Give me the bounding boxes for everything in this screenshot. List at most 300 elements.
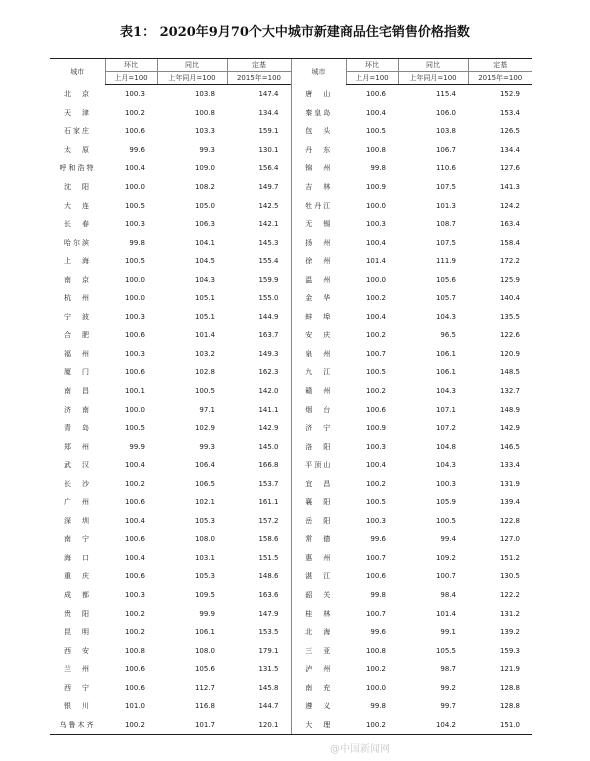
yoy-value: 102.9 xyxy=(194,424,215,433)
city-name: 蚌 埠 xyxy=(291,308,346,327)
city-name: 合 肥 xyxy=(64,331,91,340)
base-value: 124.2 xyxy=(499,201,520,210)
mom-value: 100.3 xyxy=(124,591,145,600)
table-row xyxy=(50,549,532,568)
base-value: 163.7 xyxy=(258,331,279,340)
yoy-value: 98.4 xyxy=(440,591,456,600)
city-name: 西 宁 xyxy=(64,683,91,692)
base-value: 133.4 xyxy=(499,461,520,470)
table-row xyxy=(50,530,532,549)
base-value: 156.4 xyxy=(258,164,279,173)
table-row xyxy=(50,104,532,123)
base-value: 120.1 xyxy=(227,716,291,735)
city-header: 城市 xyxy=(50,59,105,85)
mom-value: 100.2 xyxy=(365,665,386,674)
table-row xyxy=(50,252,532,271)
city-name: 宁 波 xyxy=(64,312,91,321)
base-value: 151.2 xyxy=(499,553,520,562)
table-row xyxy=(50,85,532,104)
table-row xyxy=(50,270,532,289)
yoy-value: 107.2 xyxy=(435,424,456,433)
table-row xyxy=(50,679,532,698)
city-name: 上 海 xyxy=(64,257,91,266)
base-value: 122.6 xyxy=(499,331,520,340)
yoy-value: 103.2 xyxy=(194,349,215,358)
city-name: 扬 州 xyxy=(291,233,346,252)
mom-value: 100.2 xyxy=(365,294,386,303)
city-name: 济 宁 xyxy=(291,419,346,438)
base-value: 159.1 xyxy=(258,127,279,136)
base-value: 166.8 xyxy=(258,461,279,470)
mom-value: 100.3 xyxy=(124,90,145,99)
yoy-value: 112.7 xyxy=(194,683,215,692)
yoy-value: 106.7 xyxy=(435,145,456,154)
city-name: 南 宁 xyxy=(64,535,91,544)
city-name: 三 亚 xyxy=(291,641,346,660)
table-row xyxy=(50,623,532,642)
table-row xyxy=(50,289,532,308)
mom-value: 100.4 xyxy=(365,108,386,117)
mom-value: 100.8 xyxy=(124,646,145,655)
base-value: 152.9 xyxy=(499,90,520,99)
mom-subheader: 上月=100 xyxy=(346,72,398,85)
table-title: 表1： 2020年9月70个大中城市新建商品住宅销售价格指数 xyxy=(120,25,470,40)
yoy-value: 99.1 xyxy=(440,628,456,637)
base-value: 158.6 xyxy=(258,535,279,544)
yoy-value: 106.1 xyxy=(435,349,456,358)
watermark: @中国新闻网 xyxy=(330,744,390,755)
city-name: 天 津 xyxy=(64,108,91,117)
base-value: 157.2 xyxy=(258,516,279,525)
city-name: 济 南 xyxy=(64,405,91,414)
yoy-value: 99.9 xyxy=(199,609,215,618)
city-name: 湛 江 xyxy=(291,567,346,586)
yoy-subheader: 上年同月=100 xyxy=(157,72,227,85)
city-name: 常 德 xyxy=(291,530,346,549)
yoy-value: 99.3 xyxy=(199,145,215,154)
mom-value: 100.9 xyxy=(365,183,386,191)
base-value: 139.4 xyxy=(499,498,520,507)
city-name: 广 州 xyxy=(64,498,91,507)
yoy-value: 106.1 xyxy=(194,628,215,637)
mom-value: 100.4 xyxy=(124,461,145,470)
yoy-value: 105.5 xyxy=(435,646,456,655)
base-value: 135.5 xyxy=(499,312,520,321)
yoy-value: 102.1 xyxy=(194,498,215,507)
mom-value: 100.4 xyxy=(365,312,386,321)
base-value: 121.9 xyxy=(499,665,520,674)
mom-value: 100.4 xyxy=(124,164,145,173)
base-value: 127.0 xyxy=(499,535,520,544)
mom-header: 环比 xyxy=(105,59,157,72)
city-name: 福 州 xyxy=(64,349,91,358)
mom-value: 99.6 xyxy=(129,145,145,154)
city-name: 无 锡 xyxy=(291,215,346,234)
mom-value: 99.6 xyxy=(370,535,386,544)
base-value: 163.6 xyxy=(258,591,279,600)
yoy-value: 115.4 xyxy=(435,90,456,99)
city-name: 乌鲁木齐 xyxy=(50,716,105,735)
base-value: 172.2 xyxy=(499,257,520,266)
base-value: 130.5 xyxy=(499,572,520,581)
city-name: 烟 台 xyxy=(291,400,346,419)
yoy-value: 106.0 xyxy=(435,108,456,117)
base-value: 155.0 xyxy=(258,294,279,303)
city-name: 丹 东 xyxy=(291,141,346,160)
city-name: 西 安 xyxy=(64,646,91,655)
mom-value: 100.2 xyxy=(365,479,386,488)
base-value: 145.8 xyxy=(258,683,279,692)
mom-value: 101.4 xyxy=(365,257,386,266)
city-name: 襄 阳 xyxy=(291,493,346,512)
city-name: 银 川 xyxy=(64,702,91,711)
city-name: 金 华 xyxy=(291,289,346,308)
mom-value: 100.3 xyxy=(365,516,386,525)
yoy-value: 104.2 xyxy=(398,716,468,735)
city-name: 昆 明 xyxy=(64,628,91,637)
yoy-value: 104.5 xyxy=(194,257,215,266)
city-name: 南 昌 xyxy=(64,387,91,396)
mom-value: 100.6 xyxy=(124,498,145,507)
base-value: 144.9 xyxy=(258,312,279,321)
mom-value: 99.8 xyxy=(370,702,386,711)
mom-header: 环比 xyxy=(346,59,398,72)
table-row xyxy=(50,345,532,364)
mom-value: 100.2 xyxy=(105,716,157,735)
yoy-value: 105.6 xyxy=(194,665,215,674)
city-name: 北 京 xyxy=(64,90,91,99)
yoy-value: 96.5 xyxy=(440,331,456,340)
city-name: 石家庄 xyxy=(64,127,91,136)
table-row xyxy=(50,196,532,215)
city-name: 平顶山 xyxy=(291,456,346,475)
base-header: 定基 xyxy=(468,59,532,72)
city-name: 南 京 xyxy=(64,275,91,284)
yoy-value: 105.1 xyxy=(194,294,215,303)
city-name: 南 充 xyxy=(291,679,346,698)
city-name: 郑 州 xyxy=(64,442,91,451)
base-value: 141.3 xyxy=(499,183,520,191)
base-value: 131.5 xyxy=(258,665,279,674)
price-index-table xyxy=(50,58,532,735)
city-name: 唐 山 xyxy=(291,85,346,104)
mom-value: 100.3 xyxy=(365,220,386,229)
table-row xyxy=(50,437,532,456)
yoy-value: 100.7 xyxy=(435,572,456,581)
yoy-value: 105.1 xyxy=(194,312,215,321)
mom-value: 100.8 xyxy=(365,646,386,655)
mom-value: 100.4 xyxy=(365,238,386,247)
yoy-value: 97.1 xyxy=(199,405,215,414)
base-value: 159.9 xyxy=(258,275,279,284)
mom-subheader: 上月=100 xyxy=(105,72,157,85)
city-name: 宜 昌 xyxy=(291,474,346,493)
mom-value: 100.3 xyxy=(124,349,145,358)
base-value: 179.1 xyxy=(258,646,279,655)
city-name: 牡丹江 xyxy=(291,196,346,215)
mom-value: 100.7 xyxy=(365,553,386,562)
base-value: 125.9 xyxy=(499,275,520,284)
mom-value: 100.0 xyxy=(124,405,145,414)
city-name: 杭 州 xyxy=(64,294,91,303)
mom-value: 100.1 xyxy=(124,387,145,396)
table-row xyxy=(50,716,532,735)
mom-value: 100.0 xyxy=(124,275,145,284)
table-row xyxy=(50,493,532,512)
base-value: 163.4 xyxy=(499,220,520,229)
city-name: 厦 门 xyxy=(64,368,91,377)
city-name: 洛 阳 xyxy=(291,437,346,456)
yoy-value: 110.6 xyxy=(435,164,456,173)
yoy-value: 107.1 xyxy=(435,405,456,414)
yoy-header: 同比 xyxy=(398,59,468,72)
table-row xyxy=(50,141,532,160)
base-value: 120.9 xyxy=(499,349,520,358)
base-value: 147.4 xyxy=(258,90,279,99)
city-name: 大 理 xyxy=(291,716,346,735)
mom-value: 100.6 xyxy=(124,127,145,136)
yoy-value: 109.2 xyxy=(435,553,456,562)
city-name: 徐 州 xyxy=(291,252,346,271)
mom-value: 100.8 xyxy=(365,145,386,154)
city-name: 海 口 xyxy=(64,553,91,562)
yoy-value: 99.7 xyxy=(440,702,456,711)
table-row xyxy=(50,382,532,401)
yoy-value: 104.3 xyxy=(435,461,456,470)
base-value: 161.1 xyxy=(258,498,279,507)
base-value: 145.0 xyxy=(258,442,279,451)
city-header: 城市 xyxy=(291,59,346,85)
city-name: 吉 林 xyxy=(291,178,346,197)
base-value: 146.5 xyxy=(499,442,520,451)
table-row xyxy=(50,641,532,660)
mom-value: 100.6 xyxy=(365,405,386,414)
table-body xyxy=(50,85,532,735)
yoy-value: 98.7 xyxy=(440,665,456,674)
table-row xyxy=(50,474,532,493)
mom-value: 100.9 xyxy=(365,424,386,433)
mom-value: 100.6 xyxy=(365,572,386,581)
yoy-value: 101.3 xyxy=(435,201,456,210)
yoy-value: 104.3 xyxy=(435,387,456,396)
mom-value: 100.0 xyxy=(124,183,145,191)
base-value: 151.5 xyxy=(258,553,279,562)
base-value: 134.4 xyxy=(499,145,520,154)
yoy-value: 104.8 xyxy=(435,442,456,451)
table-row xyxy=(50,456,532,475)
table-row xyxy=(50,233,532,252)
yoy-value: 102.8 xyxy=(194,368,215,377)
yoy-value: 105.7 xyxy=(435,294,456,303)
mom-value: 100.6 xyxy=(365,90,386,99)
mom-value: 100.0 xyxy=(365,683,386,692)
mom-value: 100.7 xyxy=(365,349,386,358)
base-header: 定基 xyxy=(227,59,291,72)
base-value: 132.7 xyxy=(499,387,520,396)
city-name: 青 岛 xyxy=(64,424,91,433)
mom-value: 100.0 xyxy=(365,275,386,284)
mom-value: 100.5 xyxy=(365,368,386,377)
city-name: 秦皇岛 xyxy=(291,104,346,123)
mom-value: 99.8 xyxy=(129,238,145,247)
base-value: 126.5 xyxy=(499,127,520,136)
table-row xyxy=(50,122,532,141)
base-value: 142.9 xyxy=(499,424,520,433)
yoy-value: 99.3 xyxy=(199,442,215,451)
base-value: 144.7 xyxy=(258,702,279,711)
yoy-value: 107.5 xyxy=(435,183,456,191)
city-name: 太 原 xyxy=(64,145,91,154)
mom-value: 100.5 xyxy=(124,424,145,433)
yoy-value: 100.3 xyxy=(435,479,456,488)
base-value: 131.2 xyxy=(499,609,520,618)
mom-value: 100.5 xyxy=(124,257,145,266)
yoy-value: 105.6 xyxy=(435,275,456,284)
base-value: 149.7 xyxy=(258,183,279,191)
city-name: 成 都 xyxy=(64,591,91,600)
mom-value: 100.7 xyxy=(365,609,386,618)
mom-value: 99.8 xyxy=(370,164,386,173)
yoy-value: 100.5 xyxy=(435,516,456,525)
table-row xyxy=(50,604,532,623)
yoy-value: 101.7 xyxy=(157,716,227,735)
yoy-header: 同比 xyxy=(157,59,227,72)
city-name: 长 沙 xyxy=(64,479,91,488)
base-value: 145.3 xyxy=(258,238,279,247)
yoy-value: 105.3 xyxy=(194,572,215,581)
yoy-value: 99.2 xyxy=(440,683,456,692)
mom-value: 100.2 xyxy=(365,387,386,396)
mom-value: 100.2 xyxy=(124,479,145,488)
mom-value: 100.5 xyxy=(124,201,145,210)
base-value: 148.6 xyxy=(258,572,279,581)
city-name: 韶 关 xyxy=(291,586,346,605)
city-name: 锦 州 xyxy=(291,159,346,178)
mom-value: 100.2 xyxy=(346,716,398,735)
base-subheader: 2015年=100 xyxy=(227,72,291,85)
city-name: 贵 阳 xyxy=(64,609,91,618)
table-row xyxy=(50,326,532,345)
base-value: 142.9 xyxy=(258,424,279,433)
base-value: 131.9 xyxy=(499,479,520,488)
mom-value: 100.6 xyxy=(124,683,145,692)
yoy-value: 104.3 xyxy=(435,312,456,321)
mom-value: 100.2 xyxy=(124,628,145,637)
city-name: 岳 阳 xyxy=(291,512,346,531)
mom-value: 100.4 xyxy=(124,553,145,562)
base-value: 147.9 xyxy=(258,609,279,618)
table-row xyxy=(50,215,532,234)
base-value: 142.5 xyxy=(258,201,279,210)
base-value: 127.6 xyxy=(499,164,520,173)
city-name: 深 圳 xyxy=(64,516,91,525)
mom-value: 100.2 xyxy=(124,108,145,117)
city-name: 武 汉 xyxy=(64,461,91,470)
yoy-value: 100.8 xyxy=(194,108,215,117)
base-value: 162.3 xyxy=(258,368,279,377)
yoy-value: 108.2 xyxy=(194,183,215,191)
mom-value: 100.0 xyxy=(124,294,145,303)
base-value: 141.1 xyxy=(258,405,279,414)
table-row xyxy=(50,567,532,586)
base-value: 139.2 xyxy=(499,628,520,637)
mom-value: 100.6 xyxy=(124,665,145,674)
mom-value: 100.3 xyxy=(124,220,145,229)
yoy-value: 111.9 xyxy=(435,257,456,266)
base-value: 151.0 xyxy=(468,716,532,735)
yoy-value: 101.4 xyxy=(194,331,215,340)
yoy-value: 103.8 xyxy=(435,127,456,136)
yoy-value: 109.5 xyxy=(194,591,215,600)
yoy-value: 106.5 xyxy=(194,479,215,488)
base-value: 128.8 xyxy=(499,702,520,711)
base-value: 153.5 xyxy=(258,628,279,637)
mom-value: 100.4 xyxy=(124,516,145,525)
city-name: 呼和浩特 xyxy=(59,164,96,173)
table-row xyxy=(50,586,532,605)
base-value: 153.7 xyxy=(258,479,279,488)
yoy-value: 108.0 xyxy=(194,535,215,544)
base-value: 149.3 xyxy=(258,349,279,358)
base-value: 148.9 xyxy=(499,405,520,414)
yoy-value: 101.4 xyxy=(435,609,456,618)
base-value: 159.3 xyxy=(499,646,520,655)
base-subheader: 2015年=100 xyxy=(468,72,532,85)
table-row xyxy=(50,308,532,327)
city-name: 泸 州 xyxy=(291,660,346,679)
mom-value: 99.6 xyxy=(370,628,386,637)
city-name: 重 庆 xyxy=(64,572,91,581)
table-row xyxy=(50,178,532,197)
yoy-value: 116.8 xyxy=(194,702,215,711)
yoy-value: 105.3 xyxy=(194,516,215,525)
yoy-subheader: 上年同月=100 xyxy=(398,72,468,85)
city-name: 泉 州 xyxy=(291,345,346,364)
yoy-value: 99.4 xyxy=(440,535,456,544)
mom-value: 100.5 xyxy=(365,498,386,507)
yoy-value: 103.8 xyxy=(194,90,215,99)
yoy-value: 103.3 xyxy=(194,127,215,136)
city-name: 赣 州 xyxy=(291,382,346,401)
base-value: 153.4 xyxy=(499,108,520,117)
mom-value: 100.6 xyxy=(124,535,145,544)
mom-value: 100.5 xyxy=(365,127,386,136)
base-value: 142.0 xyxy=(258,387,279,396)
table-row xyxy=(50,159,532,178)
yoy-value: 108.0 xyxy=(194,646,215,655)
mom-value: 100.6 xyxy=(124,368,145,377)
base-value: 122.2 xyxy=(499,591,520,600)
yoy-value: 106.1 xyxy=(435,368,456,377)
city-name: 惠 州 xyxy=(291,549,346,568)
yoy-value: 105.9 xyxy=(435,498,456,507)
table-row xyxy=(50,400,532,419)
yoy-value: 106.3 xyxy=(194,220,215,229)
city-name: 北 海 xyxy=(291,623,346,642)
mom-value: 101.0 xyxy=(124,702,145,711)
city-name: 哈尔滨 xyxy=(64,238,91,247)
base-value: 142.1 xyxy=(258,220,279,229)
base-value: 128.8 xyxy=(499,683,520,692)
base-value: 148.5 xyxy=(499,368,520,377)
city-name: 安 庆 xyxy=(291,326,346,345)
yoy-value: 106.4 xyxy=(194,461,215,470)
city-name: 遵 义 xyxy=(291,697,346,716)
mom-value: 100.2 xyxy=(124,609,145,618)
base-value: 130.1 xyxy=(258,145,279,154)
mom-value: 100.3 xyxy=(365,442,386,451)
mom-value: 100.6 xyxy=(124,572,145,581)
